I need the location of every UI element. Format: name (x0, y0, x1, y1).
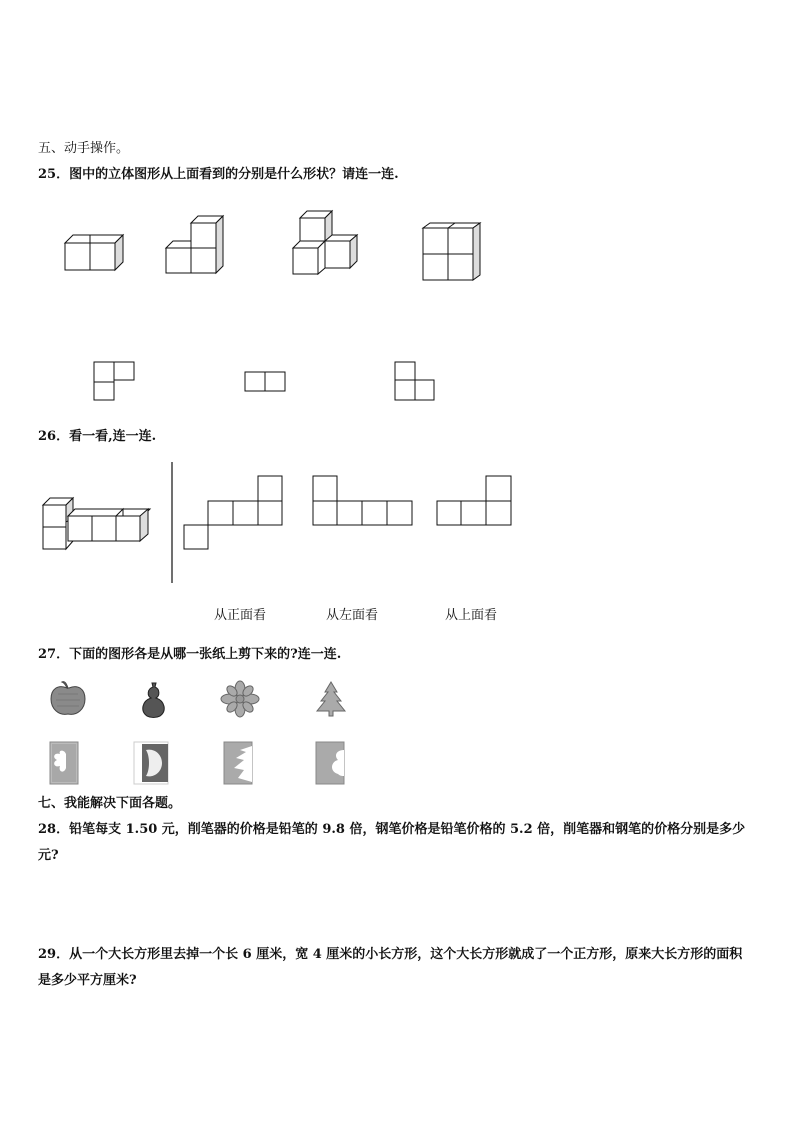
question-26-text: 26．看一看,连一连. (38, 429, 157, 444)
apple-shape-icon (48, 680, 88, 718)
top-view-shape-1 (92, 360, 137, 402)
section-heading-five: 五、动手操作。 (38, 141, 130, 156)
tree-shape-icon (313, 680, 349, 718)
divider-line (170, 462, 174, 584)
paper-with-gourd-cutout-icon (314, 740, 346, 786)
flower-shape-icon (219, 680, 261, 718)
question-29-text: 29．从一个大长方形里去掉一个长 6 厘米，宽 4 厘米的小长方形，这个大长方形就成了一个正方形，原来大长方形的面积是多少平方厘米? (38, 947, 743, 988)
view-shape-2 (311, 474, 415, 528)
label-top-view: 从上面看 (445, 608, 498, 623)
label-front-view: 从正面看 (214, 608, 267, 623)
solid-figure-q26 (40, 496, 155, 552)
solid-figure-4 (420, 220, 485, 285)
paper-with-flower-cutout-icon (48, 740, 80, 786)
top-view-shape-2 (243, 370, 288, 394)
solid-figure-2 (163, 213, 228, 278)
label-left-view: 从左面看 (326, 608, 379, 623)
solid-figure-3 (290, 208, 360, 280)
question-28-text: 28．铅笔每支 1.50 元，削笔器的价格是铅笔的 9.8 倍，钢笔价格是铅笔价格的 5.2 倍，削笔器和钢笔的价格分别是多少元? (38, 822, 746, 863)
paper-with-tree-cutout-icon (222, 740, 254, 786)
solid-figure-1 (60, 225, 130, 275)
question-25-text: 25．图中的立体图形从上面看到的分别是什么形状？请连一连. (38, 167, 399, 182)
gourd-shape-icon (138, 681, 170, 719)
paper-with-apple-cutout-icon (132, 740, 170, 786)
top-view-shape-3 (393, 360, 438, 402)
view-shape-3 (435, 474, 515, 528)
view-shape-1 (182, 474, 286, 552)
section-heading-seven: 七、我能解决下面各题。 (38, 796, 182, 811)
question-27-text: 27．下面的图形各是从哪一张纸上剪下来的?连一连. (38, 647, 342, 662)
